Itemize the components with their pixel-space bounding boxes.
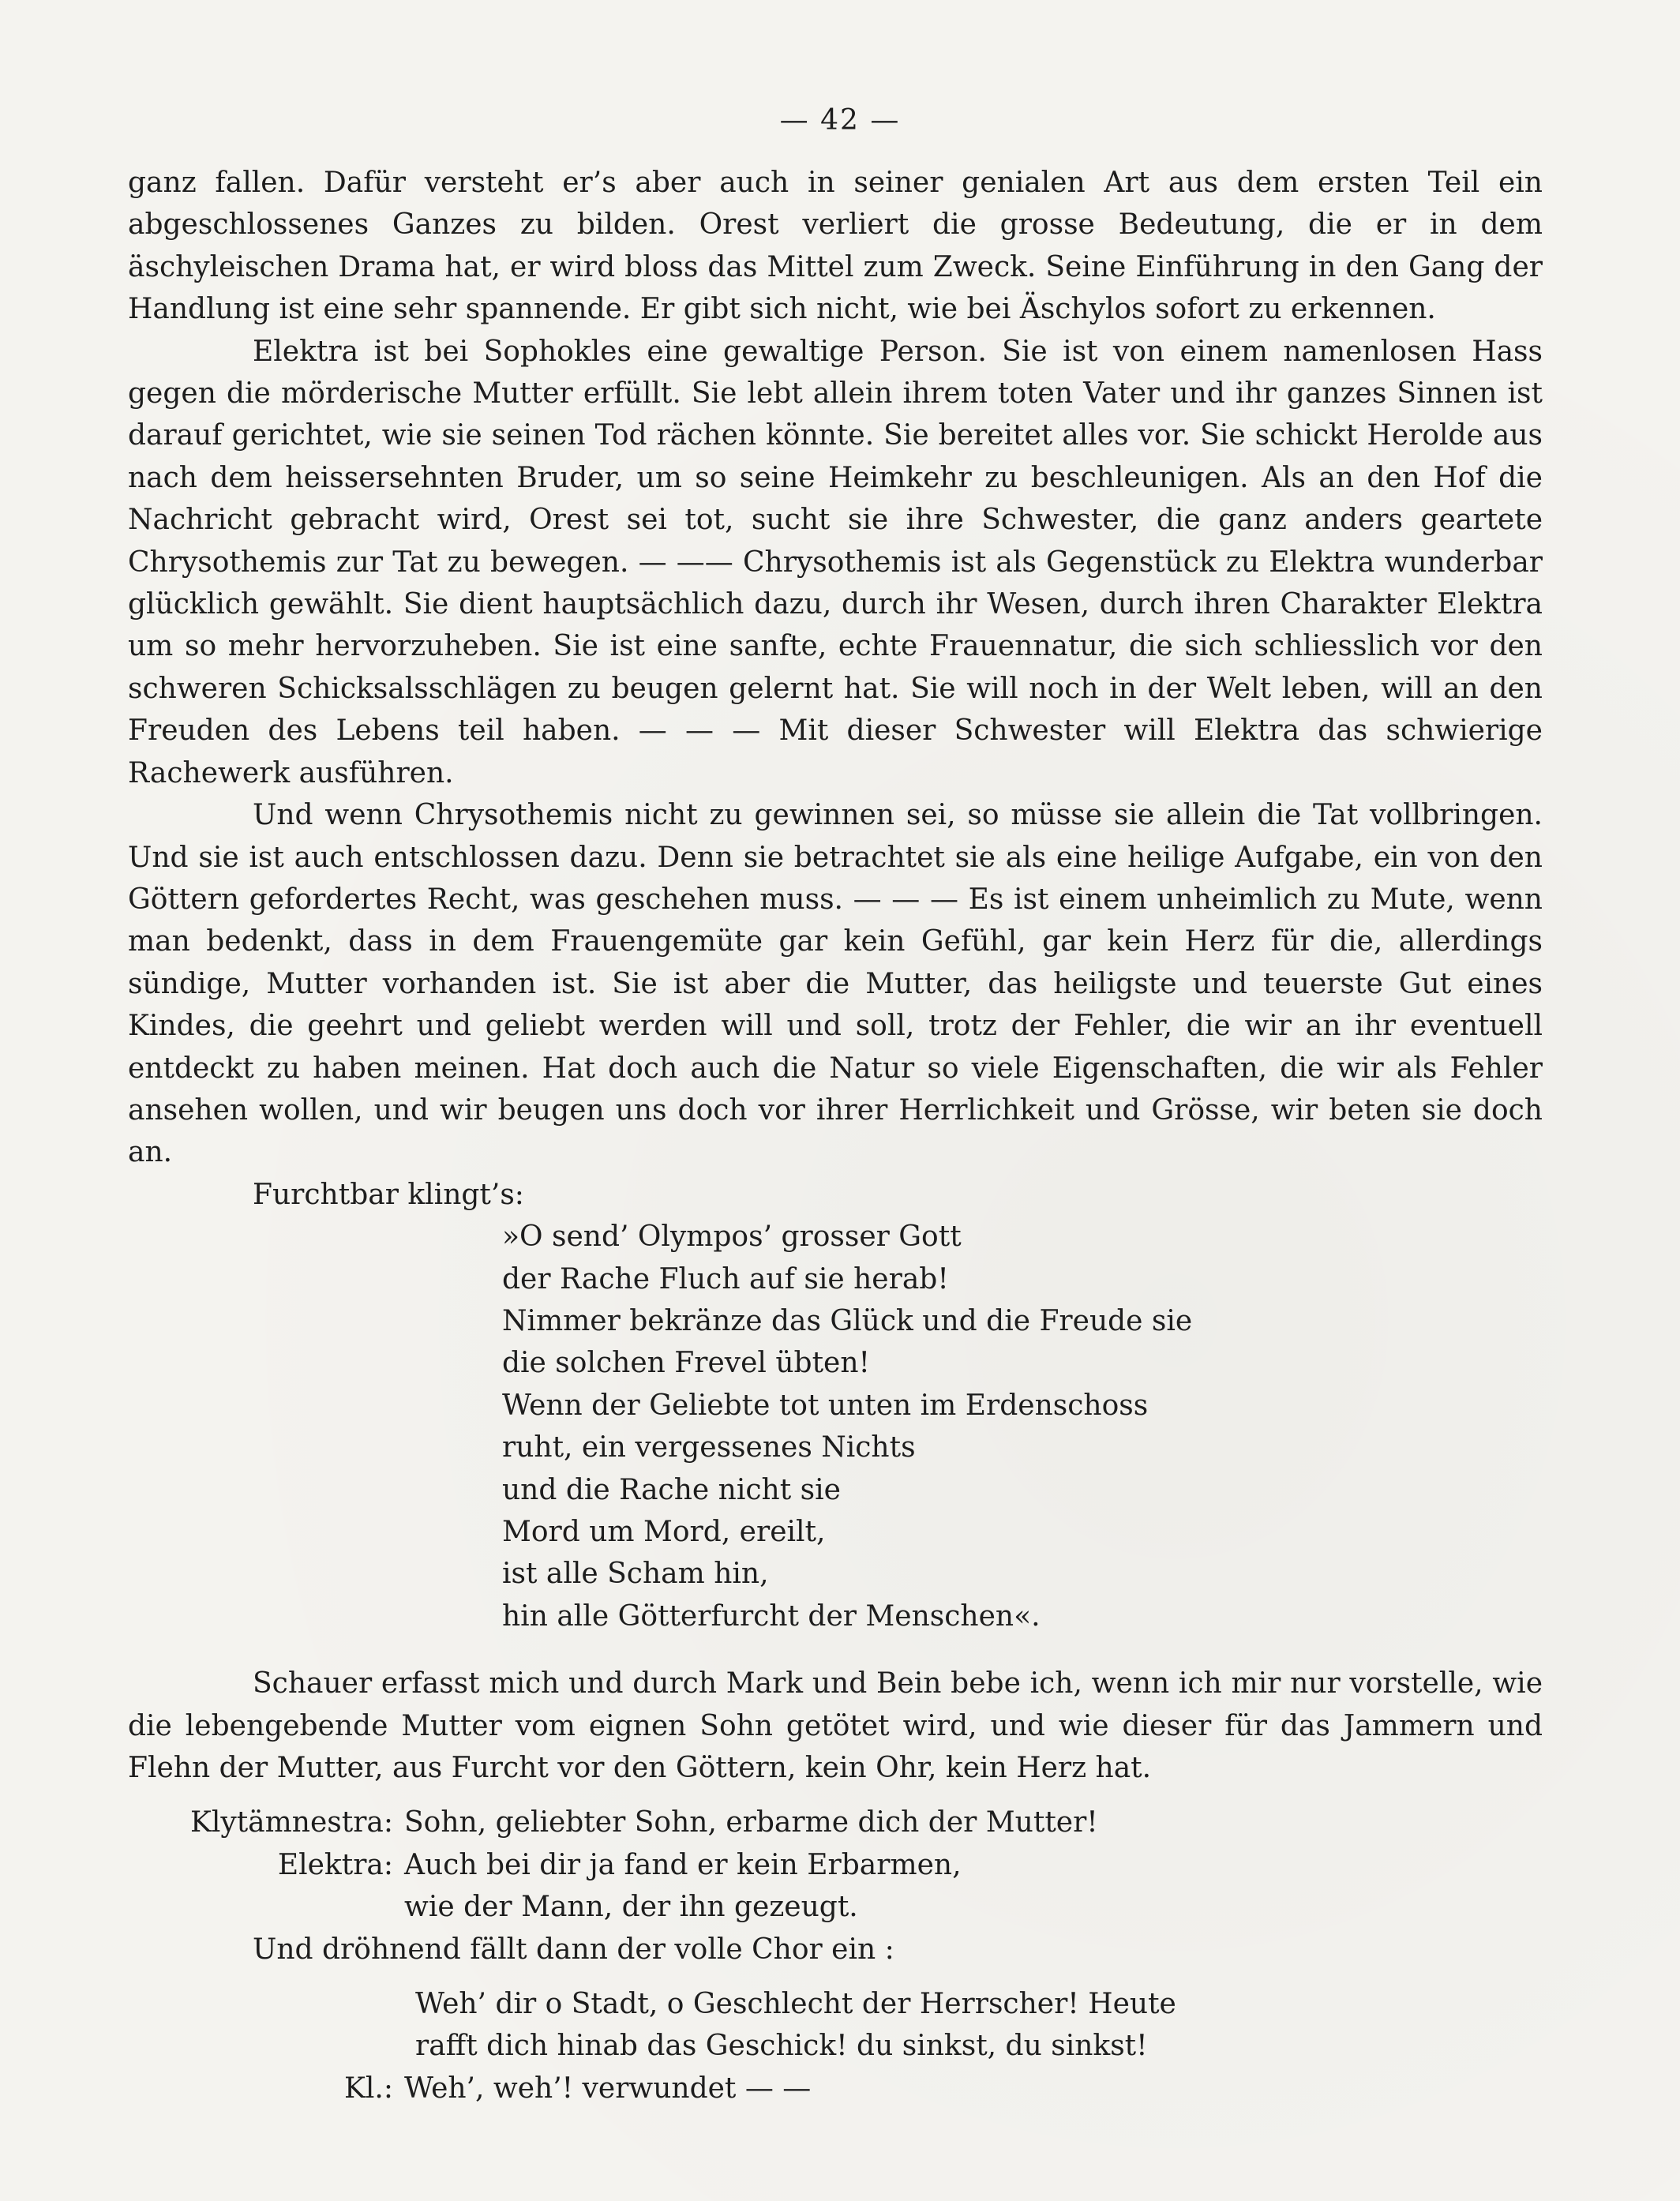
paragraph-3: Und wenn Chrysothemis nicht zu gewinnen sei, so müsse sie allein die Tat vollbringen. Und sie ist auch entschlossen dazu. Denn sie betrachtet sie als eine heilige Aufgabe, ein von den Göttern gefordertes Recht, was geschehen muss. — — — Es ist einem unheimlich zu Mute, wenn man bedenkt, dass in dem Frauengemüte gar kein Gefühl, gar kein Herz für die, allerdings sündige, Mutter vorhanden ist. Sie ist aber die Mutter, das heiligste und teuerste Gut eines Kindes, die geehrt und geliebt werden will und soll, trotz der Fehler, die wir an ihr eventuell entdeckt zu haben meinen. Hat doch auch die Natur so viele Eigenschaften, die wir als Fehler ansehen wollen, und wir beugen uns doch vor ihrer Herrlichkeit und Grösse, wir beten sie doch an. — [128, 799, 1543, 1169]
choir-line: rafft dich hinab das Geschick! du sinkst, du sinkst! — [415, 2030, 1148, 2063]
paragraph-choir-intro: Und dröhnend fällt dann der volle Chor ein : — [253, 1933, 894, 1966]
quote-line: ruht, ein vergessenes Nichts — [502, 1431, 916, 1464]
chorus-quote — [128, 1216, 1543, 1637]
quote-line: hin alle Götterfurcht der Menschen«. — [502, 1599, 1041, 1633]
quote-line: »O send’ Olympos’ grosser Gott — [502, 1220, 962, 1254]
speech — [404, 1802, 1098, 1843]
quote-line: und die Rache nicht sie — [502, 1473, 841, 1506]
quote-line: Mord um Mord, ereilt, — [502, 1516, 826, 1548]
speaker-name: Elektra: — [277, 1848, 393, 1881]
paragraph-5: Schauer erfasst mich und durch Mark und Bein bebe ich, wenn ich mir nur vorstelle, wie die lebengebende Mutter vom eignen Sohn getötet wird, und wie dieser für das Jammern und Flehn der Mutter, aus Furcht vor den Göttern, kein Ohr, kein Herz hat. — [128, 1667, 1543, 1785]
quote-line: der Rache Fluch auf sie herab! — [502, 1262, 949, 1295]
quote-line: die solchen Frevel übten! — [502, 1347, 870, 1380]
dialogue-kl — [128, 2068, 1543, 2109]
quote-line: Nimmer bekränze das Glück und die Freude sie — [502, 1304, 1193, 1337]
main-text — [128, 162, 1543, 2109]
speech-line: Auch bei dir ja fand er kein Erbarmen, — [404, 1848, 962, 1881]
speaker-name: Klytämnestra: — [189, 1806, 393, 1839]
speech-line: wie der Mann, der ihn gezeugt. — [404, 1891, 858, 1924]
dialogue-elektra — [128, 1844, 1543, 1929]
quote-line: ist alle Scham hin, — [502, 1558, 769, 1591]
choir-line: Weh’ dir o Stadt, o Geschlecht der Herrscher! Heute — [415, 1988, 1176, 2021]
spacer — [128, 1789, 1543, 1802]
choir-verse — [128, 1983, 1543, 2068]
page-number: — 42 — — [779, 104, 901, 137]
spacer — [128, 1970, 1543, 1983]
speech — [404, 1844, 962, 1929]
paragraph-intro-quote: Furchtbar klingt’s: — [253, 1178, 524, 1211]
speech-line: Sohn, geliebter Sohn, erbarme dich der Mutter! — [404, 1806, 1098, 1839]
paragraph-1: ganz fallen. Dafür versteht er’s aber auch in seiner genialen Art aus dem ersten Teil ein abgeschlossenes Ganzes zu bilden. Orest verliert die grosse Bedeutung, die er in dem äschyleischen Drama hat, er wird bloss das Mittel zum Zweck. Seine Einführung in den Gang der Handlung ist eine sehr spannende. Er gibt sich nicht, wie bei Äschylos sofort zu erkennen. — [128, 167, 1543, 326]
speech-line: Weh’, weh’! verwundet — — — [404, 2072, 812, 2105]
dialogue-klytaemnestra — [128, 1802, 1543, 1843]
speech — [404, 2068, 811, 2109]
quote-line: Wenn der Geliebte tot unten im Erdenschoss — [502, 1389, 1149, 1422]
paragraph-2: Elektra ist bei Sophokles eine gewaltige Person. Sie ist von einem namenlosen Hass gegen die mörderische Mutter erfüllt. Sie lebt allein ihrem toten Vater und ihr ganzes Sinnen ist darauf gerichtet, wie sie seinen Tod rächen könnte. Sie bereitet alles vor. Sie schickt Herolde aus nach dem heissersehnten Bruder, um so seine Heimkehr zu beschleunigen. Als an den Hof die Nachricht gebracht wird, Orest sei tot, sucht sie ihre Schwester, die ganz anders geartete Chrysothemis zur Tat zu bewegen. — —— Chrysothemis ist als Gegenstück zu Elektra wunderbar glücklich gewählt. Sie dient hauptsächlich dazu, durch ihr Wesen, durch ihren Charakter Elektra um so mehr hervorzuheben. Sie ist eine sanfte, echte Frauennatur, die sich schliesslich vor den schweren Schicksalsschlägen zu beugen gelernt hat. Sie will noch in der Welt leben, will an den Freuden des Lebens teil haben. — — — Mit dieser Schwester will Elektra das schwierige Rachewerk ausführen. — [128, 335, 1543, 789]
spacer — [128, 1637, 1543, 1663]
speaker-name: Kl.: — [344, 2072, 393, 2105]
